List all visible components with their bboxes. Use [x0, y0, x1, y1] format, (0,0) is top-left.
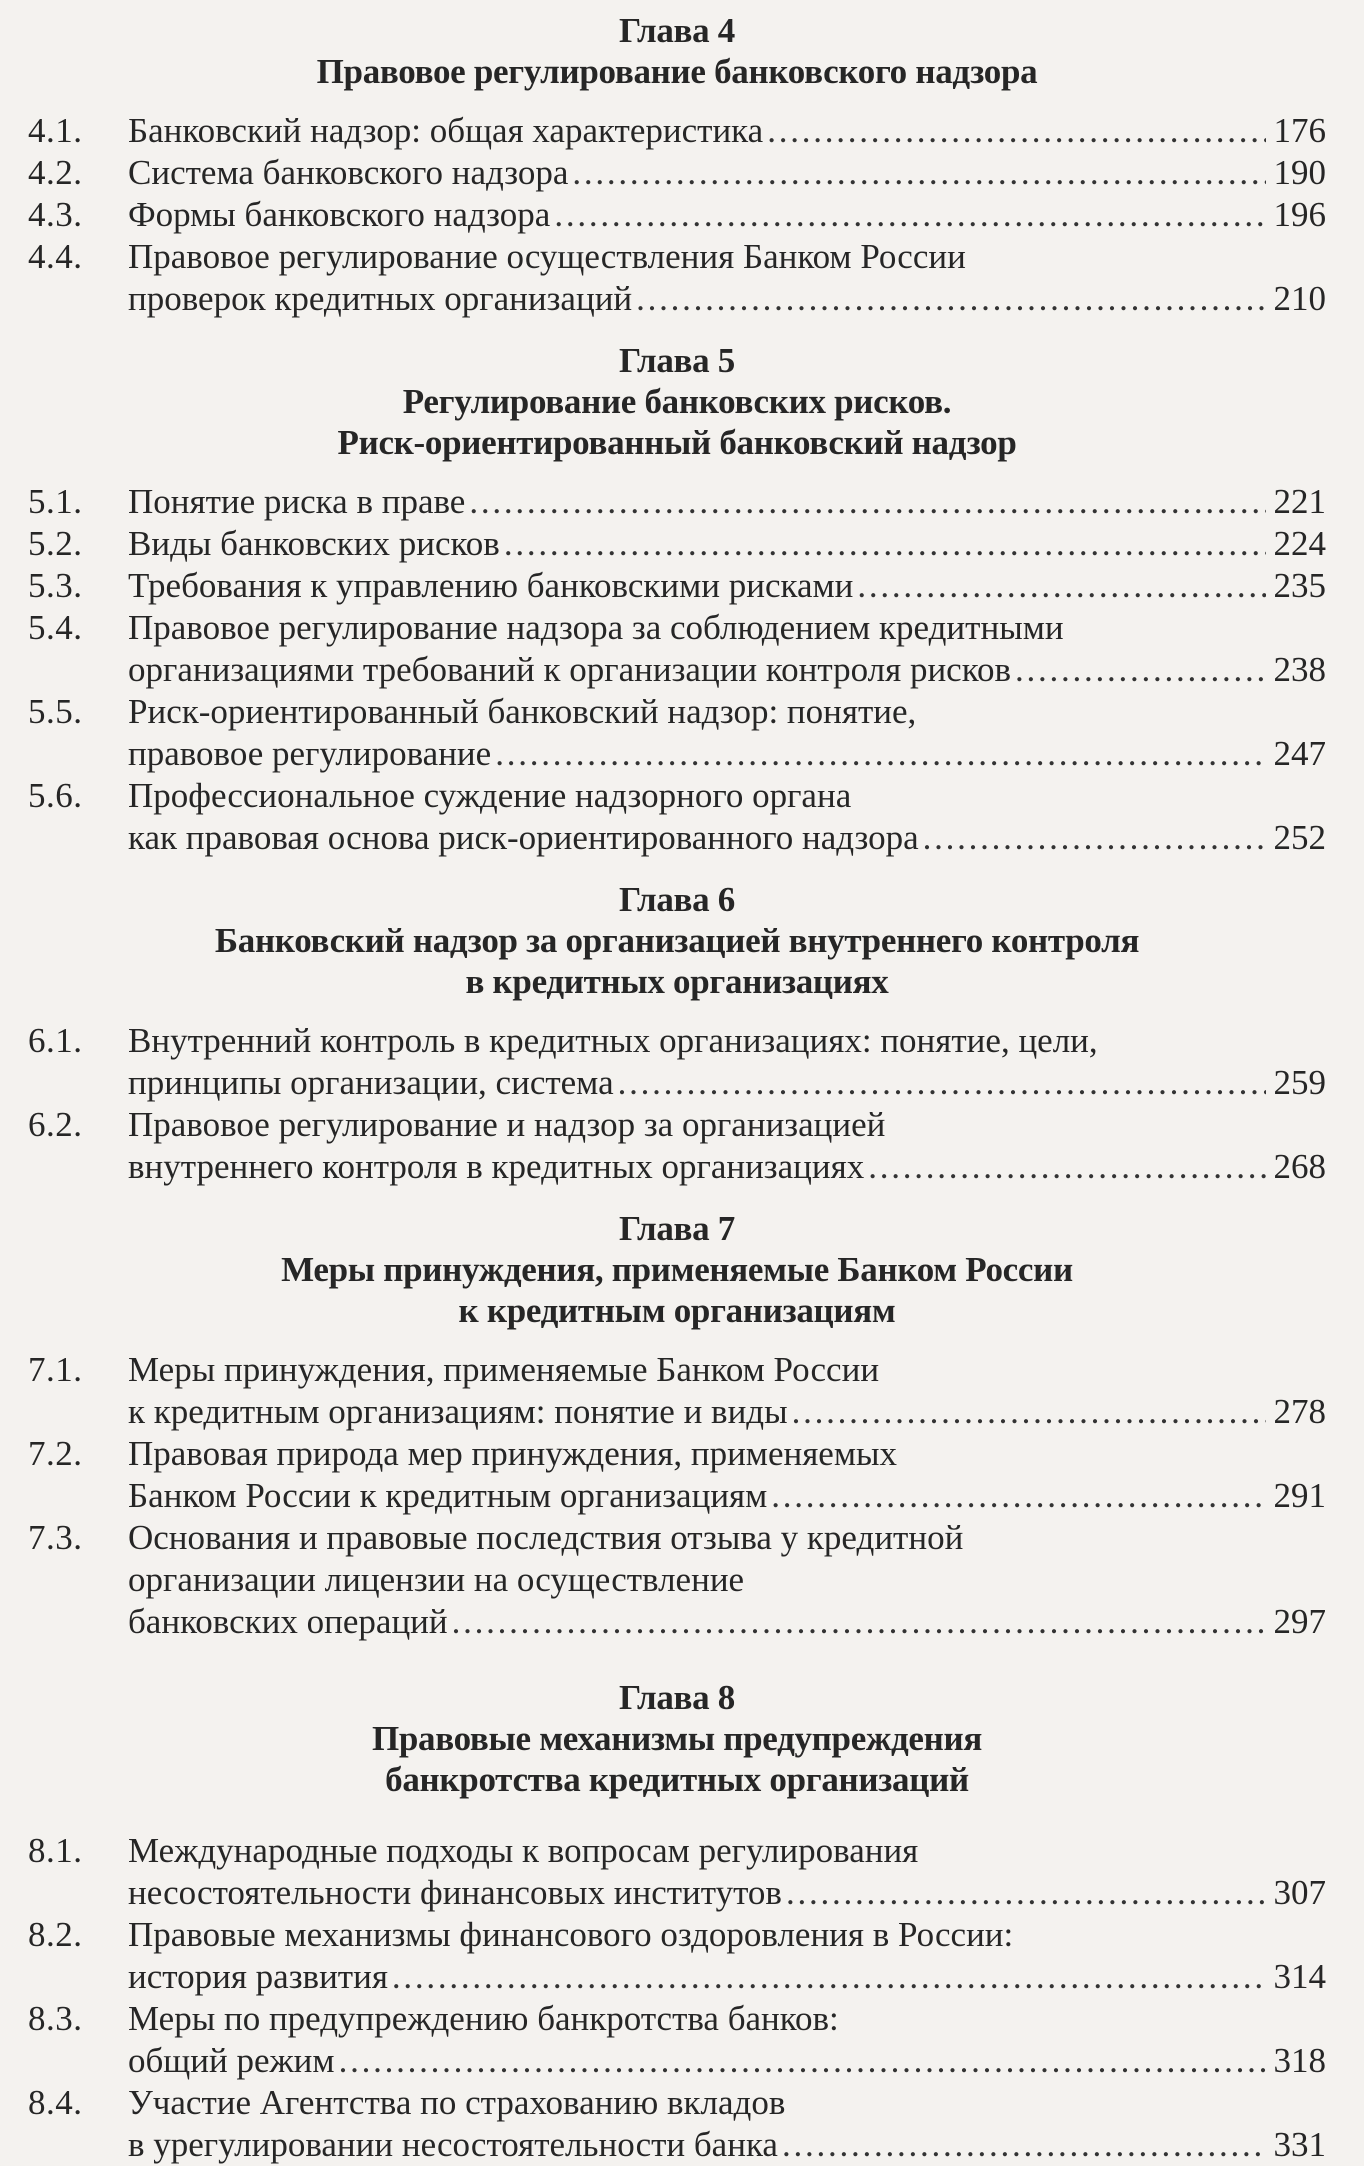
section-title-line: Профессиональное суждение надзорного органа	[128, 776, 852, 815]
page-number: 221	[1273, 482, 1326, 521]
toc-entry[interactable]	[28, 775, 1326, 859]
toc-entry[interactable]	[28, 481, 1326, 523]
dot-leader	[504, 523, 1266, 565]
dot-leader	[782, 2124, 1266, 2166]
section-title-line: Меры по предупреждению банкротства банков:	[128, 1999, 839, 2038]
dot-leader	[469, 481, 1266, 523]
toc-entry[interactable]	[28, 1998, 1326, 2082]
section-number: 5.5.	[28, 692, 83, 731]
toc-section-list	[28, 481, 1326, 859]
section-title-line: Формы банковского надзора	[128, 195, 551, 234]
section-body	[128, 481, 1326, 523]
section-title-last-line	[128, 1956, 1326, 1998]
toc-entry[interactable]	[28, 1349, 1326, 1433]
chapter-number: Глава 7	[618, 1209, 735, 1248]
section-number: 4.3.	[28, 195, 83, 234]
section-title-last-line	[128, 2124, 1326, 2166]
chapter-heading	[28, 879, 1326, 1002]
toc-entry[interactable]	[28, 1517, 1326, 1643]
dot-leader	[452, 1601, 1266, 1643]
chapter-title-line: к кредитным организациям	[458, 1291, 896, 1330]
section-body	[128, 775, 1326, 859]
page-number: 331	[1273, 2125, 1326, 2164]
dot-leader	[636, 278, 1266, 320]
section-body	[128, 236, 1326, 320]
section-title-line: Международные подходы к вопросам регулирования	[128, 1831, 919, 1870]
section-body	[128, 565, 1326, 607]
section-title-line: Банком России к кредитным организациям	[128, 1476, 768, 1515]
dot-leader	[554, 194, 1266, 236]
section-title-line: к кредитным организациям: понятие и виды	[128, 1392, 788, 1431]
section-number: 5.6.	[28, 776, 83, 815]
chapter-title-line: Риск-ориентированный банковский надзор	[337, 423, 1017, 462]
section-title-last-line	[128, 278, 1326, 320]
dot-leader	[339, 2040, 1266, 2082]
section-title-line: внутреннего контроля в кредитных организациях	[128, 1147, 865, 1186]
section-title-line: организации лицензии на осуществление	[128, 1560, 745, 1599]
section-number: 8.1.	[28, 1831, 83, 1870]
chapter-number: Глава 6	[618, 880, 735, 919]
section-body	[128, 1349, 1326, 1433]
dot-leader	[392, 1956, 1266, 1998]
toc-entry[interactable]	[28, 1433, 1326, 1517]
section-body	[128, 1830, 1326, 1914]
toc-entry[interactable]	[28, 110, 1326, 152]
section-number: 8.3.	[28, 1999, 83, 2038]
toc-entry[interactable]	[28, 1104, 1326, 1188]
dot-leader	[792, 1391, 1266, 1433]
dot-leader	[572, 152, 1266, 194]
chapter-heading	[28, 10, 1326, 92]
chapter-title-line: банкротства кредитных организаций	[385, 1760, 969, 1799]
section-title-line: организациями требований к организации контроля рисков	[128, 650, 1011, 689]
chapter-number: Глава 5	[618, 341, 735, 380]
section-title-line: Внутренний контроль в кредитных организациях: понятие, цели,	[128, 1021, 1098, 1060]
section-title-last-line	[128, 733, 1326, 775]
section-title-line: Понятие риска в праве	[128, 482, 466, 521]
section-title-last-line	[128, 1601, 1326, 1643]
page-number: 297	[1273, 1602, 1326, 1641]
section-title-line: правовое регулирование	[128, 734, 492, 773]
page-number: 238	[1273, 650, 1326, 689]
section-number: 6.2.	[28, 1105, 83, 1144]
toc-entry[interactable]	[28, 1020, 1326, 1104]
page-number: 224	[1273, 524, 1326, 563]
page-number: 196	[1273, 195, 1326, 234]
page-number: 235	[1273, 566, 1326, 605]
section-title-last-line	[128, 1391, 1326, 1433]
section-body	[128, 194, 1326, 236]
chapter-title-line: Регулирование банковских рисков.	[402, 382, 952, 421]
page-number: 307	[1273, 1873, 1326, 1912]
dot-leader	[857, 565, 1266, 607]
section-body	[128, 523, 1326, 565]
section-number: 5.2.	[28, 524, 83, 563]
section-title-line: принципы организации, система	[128, 1063, 614, 1102]
section-title-line: Участие Агентства по страхованию вкладов	[128, 2083, 786, 2122]
section-title-last-line	[128, 1062, 1326, 1104]
section-title-last-line	[128, 817, 1326, 859]
page-number: 268	[1273, 1147, 1326, 1186]
toc-entry[interactable]	[28, 691, 1326, 775]
chapter-number: Глава 4	[618, 11, 735, 50]
section-title-line: Требования к управлению банковскими рисками	[128, 566, 854, 605]
section-title-last-line	[128, 1475, 1326, 1517]
chapter-title-line: Правовые механизмы предупреждения	[371, 1719, 983, 1758]
page-number: 252	[1273, 818, 1326, 857]
section-title-line: Система банковского надзора	[128, 153, 569, 192]
section-title-line: несостоятельности финансовых институтов	[128, 1873, 782, 1912]
section-title-line: Основания и правовые последствия отзыва у кредитной	[128, 1518, 964, 1557]
section-title-line: банковских операций	[128, 1602, 448, 1641]
section-body	[128, 691, 1326, 775]
section-title-line: как правовая основа риск-ориентированного надзора	[128, 818, 919, 857]
section-title-last-line	[128, 152, 1326, 194]
section-number: 4.4.	[28, 237, 83, 276]
section-title-line: в урегулировании несостоятельности банка	[128, 2125, 778, 2164]
section-number: 8.4.	[28, 2083, 83, 2122]
page-number: 318	[1273, 2041, 1326, 2080]
dot-leader	[618, 1062, 1266, 1104]
dot-leader	[1015, 649, 1266, 691]
page-number: 210	[1273, 279, 1326, 318]
section-title-line: Банковский надзор: общая характеристика	[128, 111, 764, 150]
dot-leader	[923, 817, 1266, 859]
chapter-number: Глава 8	[618, 1678, 735, 1717]
section-body	[128, 607, 1326, 691]
section-title-last-line	[128, 110, 1326, 152]
section-title-line: Правовые механизмы финансового оздоровления в России:	[128, 1915, 1014, 1954]
toc-entry[interactable]	[28, 1830, 1326, 1914]
toc-section-list	[28, 110, 1326, 320]
page-number: 176	[1273, 111, 1326, 150]
section-title-last-line	[128, 1872, 1326, 1914]
toc-section-list	[28, 1830, 1326, 2166]
section-body	[128, 1433, 1326, 1517]
section-body	[128, 1517, 1326, 1643]
section-body	[128, 110, 1326, 152]
section-body	[128, 1020, 1326, 1104]
chapter-title-line: Меры принуждения, применяемые Банком России	[281, 1250, 1073, 1289]
page-number: 247	[1273, 734, 1326, 773]
section-title-last-line	[128, 649, 1326, 691]
section-title-last-line	[128, 194, 1326, 236]
chapter-heading	[28, 1208, 1326, 1331]
section-title-last-line	[128, 1146, 1326, 1188]
section-title-line: Правовая природа мер принуждения, применяемых	[128, 1434, 898, 1473]
section-number: 5.1.	[28, 482, 83, 521]
section-number: 5.4.	[28, 608, 83, 647]
section-title-line: Виды банковских рисков	[128, 524, 500, 563]
toc-entry[interactable]	[28, 2082, 1326, 2166]
toc-entry[interactable]	[28, 523, 1326, 565]
dot-leader	[786, 1872, 1266, 1914]
section-number: 6.1.	[28, 1021, 83, 1060]
section-title-last-line	[128, 523, 1326, 565]
page-number: 291	[1273, 1476, 1326, 1515]
toc-entry[interactable]	[28, 565, 1326, 607]
page-number: 190	[1273, 153, 1326, 192]
section-title-last-line	[128, 2040, 1326, 2082]
toc-entry[interactable]	[28, 152, 1326, 194]
section-number: 7.3.	[28, 1518, 83, 1557]
dot-leader	[771, 1475, 1266, 1517]
page-number: 259	[1273, 1063, 1326, 1102]
section-title-line: Меры принуждения, применяемые Банком России	[128, 1350, 880, 1389]
section-number: 7.1.	[28, 1350, 83, 1389]
section-title-last-line	[128, 481, 1326, 523]
toc-entry[interactable]	[28, 1914, 1326, 1998]
page-number: 314	[1273, 1957, 1326, 1996]
section-title-line: история развития	[128, 1957, 388, 1996]
section-title-line: Риск-ориентированный банковский надзор: понятие,	[128, 692, 917, 731]
chapter-title-line: в кредитных организациях	[465, 962, 889, 1001]
section-number: 4.2.	[28, 153, 83, 192]
toc-entry[interactable]	[28, 236, 1326, 320]
section-body	[128, 1104, 1326, 1188]
section-number: 4.1.	[28, 111, 83, 150]
section-title-line: Правовое регулирование и надзор за организацией	[128, 1105, 886, 1144]
dot-leader	[495, 733, 1266, 775]
toc-section-list	[28, 1020, 1326, 1188]
section-body	[128, 2082, 1326, 2166]
toc-entry[interactable]	[28, 194, 1326, 236]
dot-leader	[767, 110, 1266, 152]
section-body	[128, 1998, 1326, 2082]
dot-leader	[868, 1146, 1266, 1188]
chapter-heading	[28, 1677, 1326, 1800]
chapter-title-line: Банковский надзор за организацией внутреннего контроля	[214, 921, 1140, 960]
toc-entry[interactable]	[28, 607, 1326, 691]
section-body	[128, 1914, 1326, 1998]
section-number: 7.2.	[28, 1434, 83, 1473]
toc-section-list	[28, 1349, 1326, 1643]
section-body	[128, 152, 1326, 194]
section-number: 8.2.	[28, 1915, 83, 1954]
section-title-line: проверок кредитных организаций	[128, 279, 633, 318]
section-number: 5.3.	[28, 566, 83, 605]
section-title-line: общий режим	[128, 2041, 335, 2080]
chapter-heading	[28, 340, 1326, 463]
section-title-line: Правовое регулирование осуществления Банком России	[128, 237, 966, 276]
page-number: 278	[1273, 1392, 1326, 1431]
chapter-title-line: Правовое регулирование банковского надзора	[316, 52, 1038, 91]
section-title-line: Правовое регулирование надзора за соблюдением кредитными	[128, 608, 1064, 647]
section-title-last-line	[128, 565, 1326, 607]
